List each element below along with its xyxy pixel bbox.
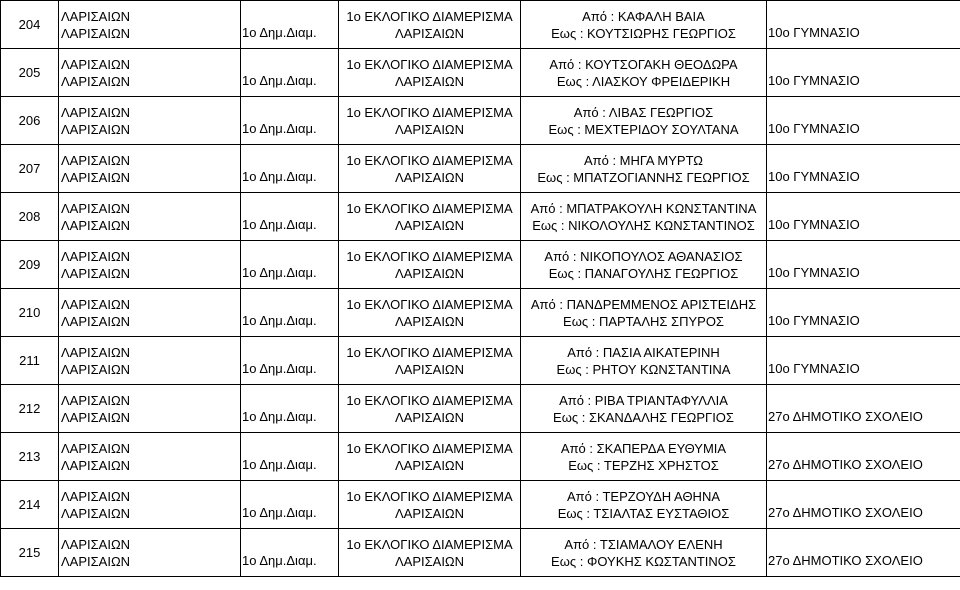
polling-location: 10ο ΓΥΜΝΑΣΙΟ [768,169,860,184]
electoral-district-line-2: ΛΑΡΙΣΑΙΩΝ [394,457,465,473]
municipality-line-1: ΛΑΡΙΣΑΙΩΝ [61,440,131,456]
municipality-line-2: ΛΑΡΙΣΑΙΩΝ [61,121,131,137]
range-from: Από : ΡΙΒΑ ΤΡΙΑΝΤΑΦΥΛΛΙΑ [559,392,728,408]
municipality-line-2: ΛΑΡΙΣΑΙΩΝ [61,265,131,281]
range-from: Από : ΛΙΒΑΣ ΓΕΩΡΓΙΟΣ [573,104,714,120]
surname-range-cell [521,97,767,145]
station-number: 205 [18,65,41,80]
municipality-line-2: ΛΑΡΙΣΑΙΩΝ [61,313,131,329]
table-row [1,193,960,241]
municipal-unit-cell [241,529,339,577]
municipal-unit: 1ο Δημ.Διαμ. [242,169,317,184]
municipality-line-2: ΛΑΡΙΣΑΙΩΝ [61,553,131,569]
table-row [1,481,960,529]
municipal-unit-cell [241,145,339,193]
station-number-cell [1,337,59,385]
polling-location-cell [767,481,960,529]
polling-location: 27ο ΔΗΜΟΤΙΚΟ ΣΧΟΛΕΙΟ [768,553,923,568]
table-row [1,145,960,193]
station-number: 214 [18,497,41,512]
polling-location: 10ο ΓΥΜΝΑΣΙΟ [768,217,860,232]
range-to: Εως : ΠΑΝΑΓΟΥΛΗΣ ΓΕΩΡΓΙΟΣ [548,265,739,281]
range-to: Εως : ΝΙΚΟΛΟΥΛΗΣ ΚΩΝΣΤΑΝΤΙΝΟΣ [532,217,755,233]
municipality-line-1: ΛΑΡΙΣΑΙΩΝ [61,104,131,120]
municipal-unit: 1ο Δημ.Διαμ. [242,505,317,520]
station-number-cell [1,1,59,49]
polling-location-cell [767,289,960,337]
electoral-district-line-1: 1ο ΕΚΛΟΓΙΚΟ ΔΙΑΜΕΡΙΣΜΑ [346,440,513,456]
range-from: Από : ΤΣΙΑΜΑΛΟΥ ΕΛΕΝΗ [564,536,723,552]
range-to: Εως : ΛΙΑΣΚΟΥ ΦΡΕΙΔΕΡΙΚΗ [556,73,731,89]
polling-location-cell [767,49,960,97]
range-from: Από : ΣΚΑΠΕΡΔΑ ΕΥΘΥΜΙΑ [560,440,727,456]
municipality-cell [59,145,241,193]
station-number-cell [1,49,59,97]
surname-range-cell [521,1,767,49]
station-number: 209 [18,257,41,272]
range-to: Εως : ΠΑΡΤΑΛΗΣ ΣΠΥΡΟΣ [563,313,724,329]
municipal-unit: 1ο Δημ.Διαμ. [242,265,317,280]
municipality-cell [59,337,241,385]
electoral-district-line-2: ΛΑΡΙΣΑΙΩΝ [394,169,465,185]
electoral-district-cell [339,289,521,337]
municipality-cell [59,97,241,145]
municipality-cell [59,1,241,49]
electoral-district-line-1: 1ο ΕΚΛΟΓΙΚΟ ΔΙΑΜΕΡΙΣΜΑ [346,200,513,216]
station-number-cell [1,529,59,577]
municipality-line-1: ΛΑΡΙΣΑΙΩΝ [61,392,131,408]
range-from: Από : ΜΗΓΑ ΜΥΡΤΩ [583,152,704,168]
municipal-unit: 1ο Δημ.Διαμ. [242,553,317,568]
municipal-unit-cell [241,241,339,289]
station-number: 215 [18,545,41,560]
electoral-district-line-1: 1ο ΕΚΛΟΓΙΚΟ ΔΙΑΜΕΡΙΣΜΑ [346,392,513,408]
electoral-district-line-2: ΛΑΡΙΣΑΙΩΝ [394,553,465,569]
electoral-district-line-1: 1ο ΕΚΛΟΓΙΚΟ ΔΙΑΜΕΡΙΣΜΑ [346,104,513,120]
electoral-district-line-1: 1ο ΕΚΛΟΓΙΚΟ ΔΙΑΜΕΡΙΣΜΑ [346,488,513,504]
electoral-district-cell [339,97,521,145]
range-to: Εως : ΜΕΧΤΕΡΙΔΟΥ ΣΟΥΛΤΑΝΑ [548,121,739,137]
polling-location: 10ο ΓΥΜΝΑΣΙΟ [768,265,860,280]
municipal-unit: 1ο Δημ.Διαμ. [242,73,317,88]
polling-location-cell [767,1,960,49]
table-row [1,97,960,145]
range-to: Εως : ΡΗΤΟΥ ΚΩΝΣΤΑΝΤΙΝΑ [556,361,731,377]
range-from: Από : ΜΠΑΤΡΑΚΟΥΛΗ ΚΩΝΣΤΑΝΤΙΝΑ [530,200,757,216]
electoral-district-line-1: 1ο ΕΚΛΟΓΙΚΟ ΔΙΑΜΕΡΙΣΜΑ [346,296,513,312]
electoral-district-line-1: 1ο ΕΚΛΟΓΙΚΟ ΔΙΑΜΕΡΙΣΜΑ [346,536,513,552]
range-from: Από : ΚΑΦΑΛΗ ΒΑΙΑ [582,8,705,24]
electoral-district-line-1: 1ο ΕΚΛΟΓΙΚΟ ΔΙΑΜΕΡΙΣΜΑ [346,56,513,72]
electoral-district-line-1: 1ο ΕΚΛΟΓΙΚΟ ΔΙΑΜΕΡΙΣΜΑ [346,8,513,24]
municipal-unit: 1ο Δημ.Διαμ. [242,457,317,472]
municipality-line-2: ΛΑΡΙΣΑΙΩΝ [61,457,131,473]
range-to: Εως : ΤΣΙΑΛΤΑΣ ΕΥΣΤΑΘΙΟΣ [557,505,730,521]
range-from: Από : ΠΑΝΔΡΕΜΜΕΝΟΣ ΑΡΙΣΤΕΙΔΗΣ [530,296,757,312]
range-to: Εως : ΜΠΑΤΖΟΓΙΑΝΝΗΣ ΓΕΩΡΓΙΟΣ [537,169,750,185]
station-number-cell [1,241,59,289]
table-row [1,385,960,433]
station-number-cell [1,289,59,337]
electoral-district-line-2: ΛΑΡΙΣΑΙΩΝ [394,73,465,89]
polling-location-cell [767,385,960,433]
municipal-unit: 1ο Δημ.Διαμ. [242,313,317,328]
municipal-unit: 1ο Δημ.Διαμ. [242,361,317,376]
electoral-district-line-2: ΛΑΡΙΣΑΙΩΝ [394,361,465,377]
polling-location-cell [767,145,960,193]
municipal-unit-cell [241,289,339,337]
surname-range-cell [521,241,767,289]
surname-range-cell [521,193,767,241]
range-to: Εως : ΦΟΥΚΗΣ ΚΩΣΤΑΝΤΙΝΟΣ [551,553,736,569]
electoral-district-line-1: 1ο ΕΚΛΟΓΙΚΟ ΔΙΑΜΕΡΙΣΜΑ [346,152,513,168]
electoral-district-cell [339,1,521,49]
municipal-unit-cell [241,97,339,145]
municipality-line-1: ΛΑΡΙΣΑΙΩΝ [61,296,131,312]
municipal-unit-cell [241,193,339,241]
municipality-cell [59,433,241,481]
electoral-district-cell [339,49,521,97]
municipal-unit-cell [241,1,339,49]
municipality-line-1: ΛΑΡΙΣΑΙΩΝ [61,8,131,24]
electoral-district-line-1: 1ο ΕΚΛΟΓΙΚΟ ΔΙΑΜΕΡΙΣΜΑ [346,344,513,360]
table-row [1,529,960,577]
municipality-line-2: ΛΑΡΙΣΑΙΩΝ [61,361,131,377]
municipal-unit-cell [241,337,339,385]
table-row [1,241,960,289]
polling-location-cell [767,97,960,145]
municipality-line-1: ΛΑΡΙΣΑΙΩΝ [61,56,131,72]
municipal-unit: 1ο Δημ.Διαμ. [242,217,317,232]
polling-location-cell [767,337,960,385]
municipality-line-1: ΛΑΡΙΣΑΙΩΝ [61,344,131,360]
polling-location: 10ο ΓΥΜΝΑΣΙΟ [768,73,860,88]
electoral-district-line-1: 1ο ΕΚΛΟΓΙΚΟ ΔΙΑΜΕΡΙΣΜΑ [346,248,513,264]
station-number: 204 [18,17,41,32]
electoral-district-cell [339,337,521,385]
municipality-cell [59,49,241,97]
municipal-unit-cell [241,49,339,97]
municipality-line-2: ΛΑΡΙΣΑΙΩΝ [61,25,131,41]
station-number-cell [1,145,59,193]
electoral-district-cell [339,433,521,481]
electoral-district-cell [339,385,521,433]
municipality-cell [59,481,241,529]
surname-range-cell [521,337,767,385]
municipal-unit-cell [241,481,339,529]
municipality-line-2: ΛΑΡΙΣΑΙΩΝ [61,73,131,89]
range-from: Από : ΤΕΡΖΟΥΔΗ ΑΘΗΝΑ [566,488,721,504]
range-to: Εως : ΚΟΥΤΣΙΩΡΗΣ ΓΕΩΡΓΙΟΣ [551,25,736,41]
station-number: 208 [18,209,41,224]
municipality-line-2: ΛΑΡΙΣΑΙΩΝ [61,169,131,185]
surname-range-cell [521,433,767,481]
polling-location: 27ο ΔΗΜΟΤΙΚΟ ΣΧΟΛΕΙΟ [768,409,923,424]
surname-range-cell [521,529,767,577]
electoral-district-line-2: ΛΑΡΙΣΑΙΩΝ [394,121,465,137]
surname-range-cell [521,49,767,97]
station-number: 211 [19,353,40,368]
table-row [1,337,960,385]
electoral-district-cell [339,529,521,577]
table-body [1,1,960,577]
municipality-line-1: ΛΑΡΙΣΑΙΩΝ [61,488,131,504]
range-to: Εως : ΤΕΡΖΗΣ ΧΡΗΣΤΟΣ [568,457,719,473]
polling-location: 10ο ΓΥΜΝΑΣΙΟ [768,121,860,136]
range-from: Από : ΚΟΥΤΣΟΓΑΚΗ ΘΕΟΔΩΡΑ [549,56,738,72]
electoral-district-cell [339,145,521,193]
electoral-district-line-2: ΛΑΡΙΣΑΙΩΝ [394,265,465,281]
electoral-district-cell [339,193,521,241]
range-from: Από : ΝΙΚΟΠΟΥΛΟΣ ΑΘΑΝΑΣΙΟΣ [544,248,743,264]
electoral-district-line-2: ΛΑΡΙΣΑΙΩΝ [394,313,465,329]
municipal-unit: 1ο Δημ.Διαμ. [242,25,317,40]
municipal-unit-cell [241,385,339,433]
table-row [1,433,960,481]
electoral-district-line-2: ΛΑΡΙΣΑΙΩΝ [394,217,465,233]
surname-range-cell [521,289,767,337]
polling-location-cell [767,193,960,241]
station-number: 212 [18,401,41,416]
station-number: 213 [18,449,41,464]
table-row [1,49,960,97]
polling-location: 27ο ΔΗΜΟΤΙΚΟ ΣΧΟΛΕΙΟ [768,505,923,520]
municipality-cell [59,193,241,241]
electoral-district-line-2: ΛΑΡΙΣΑΙΩΝ [394,25,465,41]
polling-location-cell [767,241,960,289]
polling-location: 10ο ΓΥΜΝΑΣΙΟ [768,313,860,328]
electoral-district-cell [339,241,521,289]
station-number-cell [1,385,59,433]
municipality-line-2: ΛΑΡΙΣΑΙΩΝ [61,409,131,425]
municipality-line-2: ΛΑΡΙΣΑΙΩΝ [61,217,131,233]
surname-range-cell [521,145,767,193]
polling-location-cell [767,529,960,577]
range-from: Από : ΠΑΣΙΑ ΑΙΚΑΤΕΡΙΝΗ [567,344,720,360]
polling-location: 10ο ΓΥΜΝΑΣΙΟ [768,361,860,376]
electoral-district-line-2: ΛΑΡΙΣΑΙΩΝ [394,409,465,425]
polling-location-cell [767,433,960,481]
municipal-unit-cell [241,433,339,481]
municipal-unit: 1ο Δημ.Διαμ. [242,409,317,424]
municipality-line-1: ΛΑΡΙΣΑΙΩΝ [61,200,131,216]
surname-range-cell [521,385,767,433]
station-number: 206 [18,113,41,128]
station-number-cell [1,193,59,241]
station-number-cell [1,433,59,481]
surname-range-cell [521,481,767,529]
polling-location: 10ο ΓΥΜΝΑΣΙΟ [768,25,860,40]
municipality-cell [59,289,241,337]
table-row [1,289,960,337]
municipality-cell [59,385,241,433]
station-number: 207 [18,161,41,176]
station-number-cell [1,97,59,145]
municipality-cell [59,241,241,289]
table-row [1,1,960,49]
station-number: 210 [18,305,41,320]
electoral-district-line-2: ΛΑΡΙΣΑΙΩΝ [394,505,465,521]
polling-location: 27ο ΔΗΜΟΤΙΚΟ ΣΧΟΛΕΙΟ [768,457,923,472]
station-number-cell [1,481,59,529]
municipality-line-1: ΛΑΡΙΣΑΙΩΝ [61,536,131,552]
range-to: Εως : ΣΚΑΝΔΑΛΗΣ ΓΕΩΡΓΙΟΣ [553,409,734,425]
electoral-district-cell [339,481,521,529]
municipality-line-2: ΛΑΡΙΣΑΙΩΝ [61,505,131,521]
municipal-unit: 1ο Δημ.Διαμ. [242,121,317,136]
municipality-line-1: ΛΑΡΙΣΑΙΩΝ [61,248,131,264]
municipality-cell [59,529,241,577]
municipality-line-1: ΛΑΡΙΣΑΙΩΝ [61,152,131,168]
